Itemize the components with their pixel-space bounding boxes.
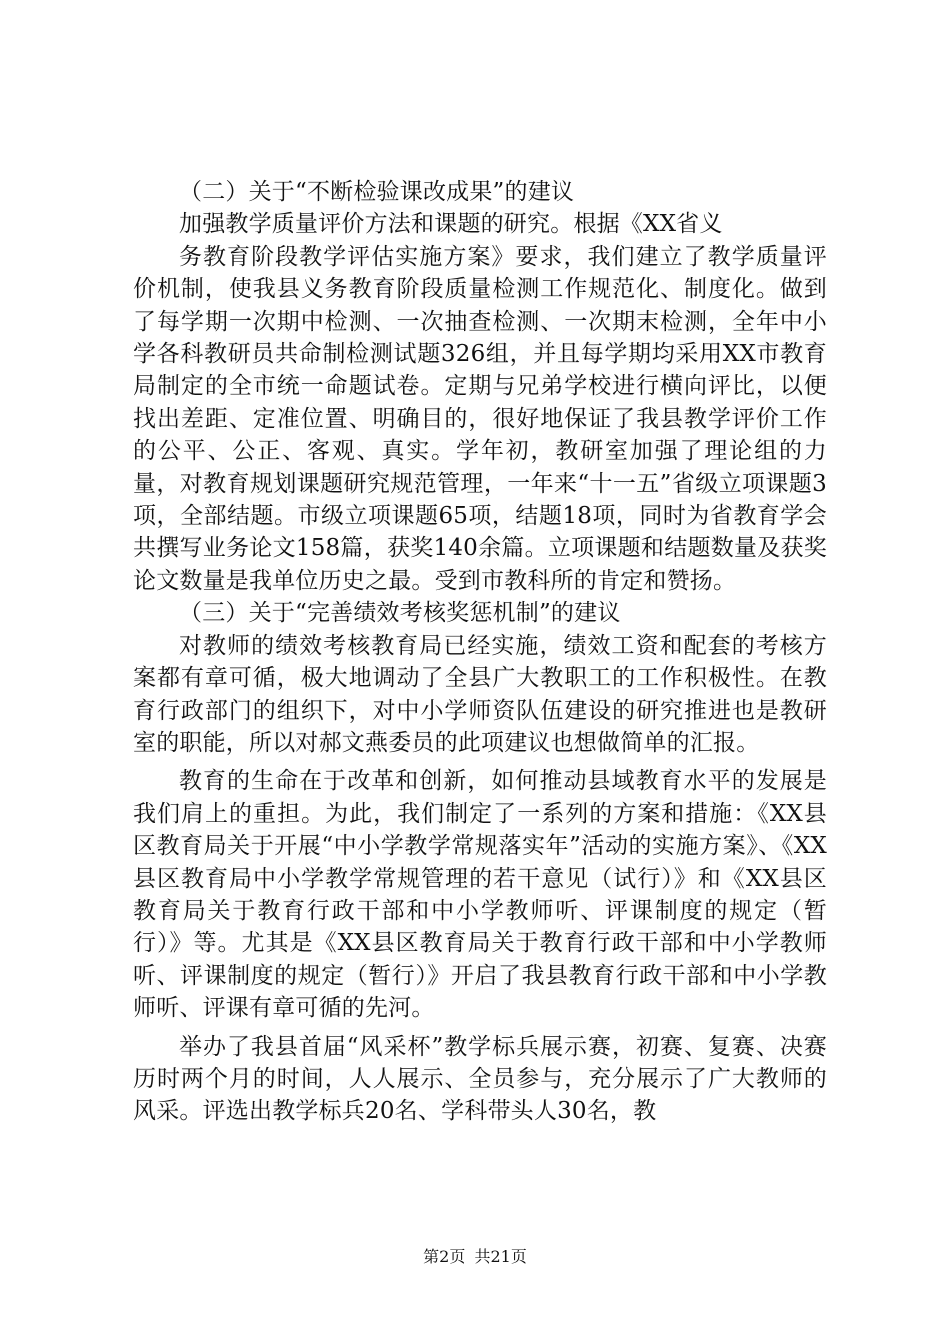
paragraph-performance: 对教师的绩效考核教育局已经实施，绩效工资和配套的考核方案都有章可循，极大地调动了全县广大教职工的工作积极性。在教育行政部门的组织下，对中小学师资队伍建设的研究推进也是教研室的职能，所以对郝文燕委员的此项建议也想做简单的汇报。 [133, 632, 827, 756]
section-heading-2: （二）关于“不断检验课改成果”的建议 [179, 179, 575, 205]
paragraph-contest: 举办了我县首届“风采杯”教学标兵展示赛，初赛、复赛、决赛历时两个月的时间，人人展示、全员参与，充分展示了广大教师的风采。评选出教学标兵20名、学科带头人30名，教 [133, 1033, 827, 1125]
section-heading-3: （三）关于“完善绩效考核奖惩机制”的建议 [179, 600, 621, 627]
paragraph-quality: 务教育阶段教学评估实施方案》要求，我们建立了教学质量评价机制，使我县义务教育阶段质量检测工作规范化、制度化。做到了每学期一次期中检测、一次抽查检测、一次期末检测，全年中小学各科教研员共命制检测试题326组，并且每学期均采用XX市教育局制定的全市统一命题试卷。定期与兄弟学校进行横向评比，以便找出差距、定准位置、明确目的，很好地保证了我县教学评价工作的公平、公正、客观、真实。学年初，教研室加强了理论组的力量，对教育规划课题研究规范管理，一年来“十一五”省级立项课题3项，全部结题。市级立项课题65项，结题18项，同时为省教育学会共撰写业务论文158篇，获奖140余篇。立项课题和结题数量及获奖论文数量是我单位历史之最。受到市教科所的肯定和赞扬。 [133, 243, 827, 594]
page-number: 第2页 [423, 1247, 466, 1266]
document-body [133, 176, 827, 1128]
paragraph-quality-first-line: 加强教学质量评价方法和课题的研究。根据《XX省义 [179, 211, 723, 238]
page-total: 共21页 [474, 1247, 527, 1266]
paragraph-reform: 教育的生命在于改革和创新，如何推动县域教育水平的发展是我们肩上的重担。为此，我们制定了一系列的方案和措施：《XX县区教育局关于开展“中小学教学常规落实年”活动的实施方案》、《XX县区教育局中小学教学常规管理的若干意见（试行）》和《XX县区教育局关于教育行政干部和中小学教师听、评课制度的规定（暂行）》等。尤其是《XX县区教育局关于教育行政干部和中小学教师听、评课制度的规定（暂行）》开启了我县教育行政干部和中小学教师听、评课有章可循的先河。 [133, 768, 827, 1022]
page-footer [0, 1244, 950, 1267]
